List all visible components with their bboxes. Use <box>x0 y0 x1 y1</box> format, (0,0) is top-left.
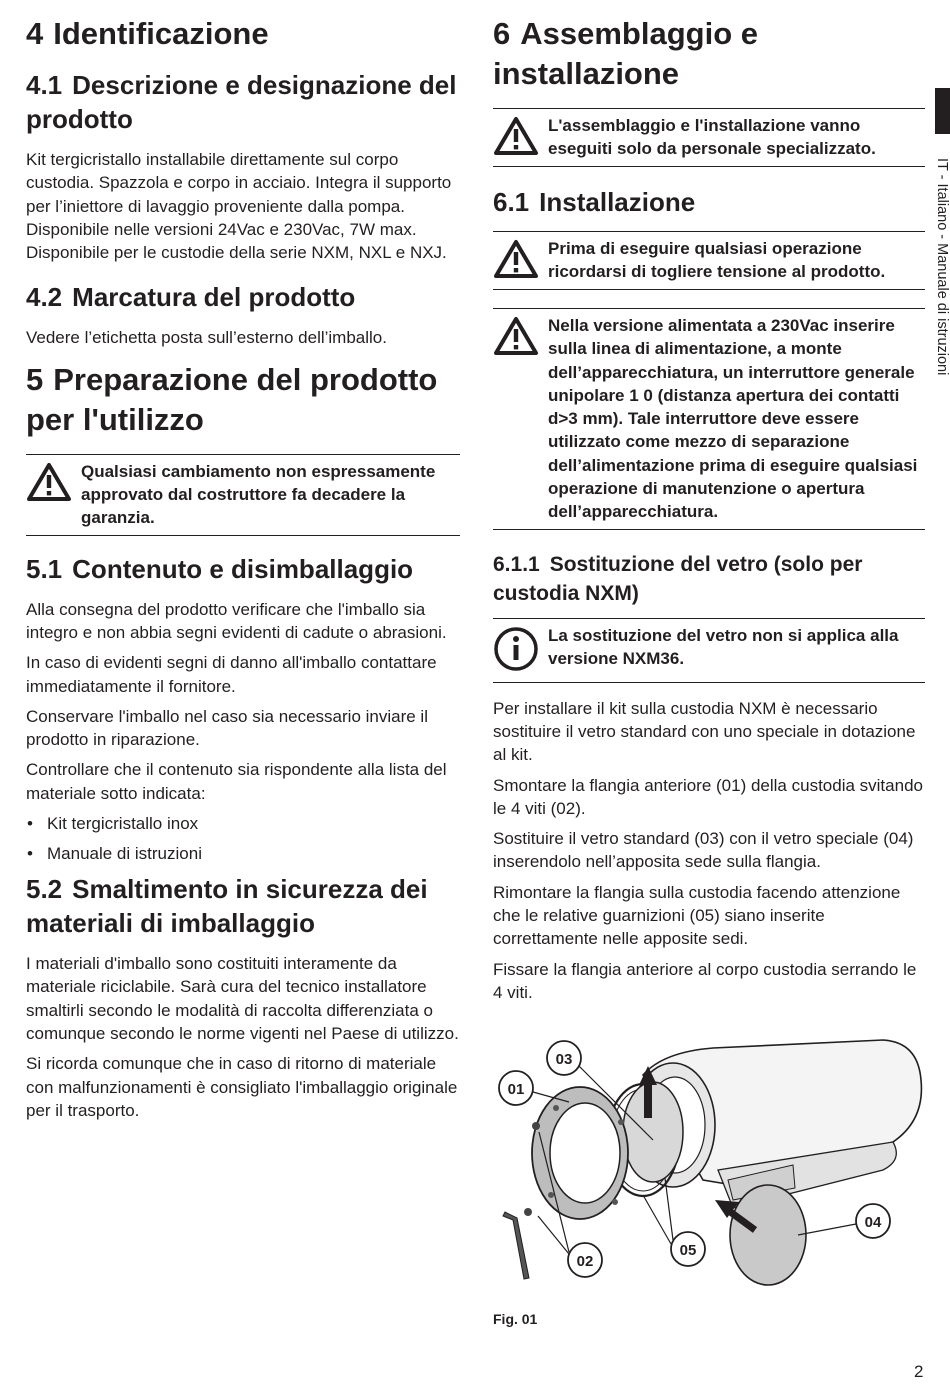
svg-text:03: 03 <box>555 1051 573 1068</box>
section-5-1-p1: Alla consegna del prodotto verificare che l'imballo sia integro e non abbia segni evidenti di cadute o abrasioni. <box>26 599 447 642</box>
section-6-1-1-p5: Fissare la flangia anteriore al corpo custodia serrando le 4 viti. <box>493 959 917 1002</box>
callout-05 <box>643 1178 705 1266</box>
contents-list <box>26 812 460 865</box>
warning-notice: Prima di eseguire qualsiasi operazione ricordarsi di togliere tensione al prodotto. <box>493 231 925 290</box>
section-6-1-1-p4: Rimontare la flangia sulla custodia facendo attenzione che le relative guarnizioni (05) siano inserite correttamente nelle apposite sedi. <box>493 882 901 949</box>
callout-04 <box>798 1204 890 1238</box>
section-5-1-p3: Conservare l'imballo nel caso sia necessario inviare il prodotto in riparazione. <box>26 706 428 750</box>
section-5-1-heading: 5.1 Contenuto e disimballaggio <box>26 553 414 584</box>
warning-icon <box>493 314 541 361</box>
info-notice: La sostituzione del vetro non si applica alla versione NXM36. <box>493 618 925 683</box>
warning-icon <box>493 237 541 284</box>
svg-text:04: 04 <box>864 1214 882 1231</box>
svg-text:02: 02 <box>576 1253 594 1270</box>
warning-icon <box>493 114 541 161</box>
section-5-1-p4: Controllare che il contenuto sia rispondente alla lista del materiale sotto indicata: <box>26 760 447 803</box>
section-6-heading: 6 Assemblaggio e installazione <box>493 16 758 91</box>
section-5-heading: 5 Preparazione del prodotto per l'utilizzo <box>26 361 438 437</box>
left-column <box>26 14 460 1129</box>
section-4-1-body: Kit tergicristallo installabile direttamente sul corpo custodia. Spazzola e corpo in acciaio. Integra il supporto per l’iniettore di lavaggio proveniente dalla pompa. Disponibile nelle versioni 24Vac e 230Vac, 7W max. Disponibile per le custodie della serie NXM, NXL e NXJ. <box>26 150 452 263</box>
section-4-heading: 4 Identificazione <box>26 16 269 51</box>
svg-text:05: 05 <box>679 1242 697 1259</box>
right-column <box>493 14 925 1011</box>
section-6-1-1-heading: 6.1.1 Sostituzione del vetro (solo per custodia NXM) <box>493 552 863 605</box>
section-4-2-heading: 4.2 Marcatura del prodotto <box>26 282 356 313</box>
section-5-1-p2: In caso di evidenti segni di danno all'imballo contattare immediatamente il fornitore. <box>26 653 437 696</box>
language-tab-marker <box>935 88 950 134</box>
figure-glass-replacement <box>493 1030 933 1300</box>
sidebar-label: IT - Italiano - Manuale di istruzioni <box>934 158 950 376</box>
section-5-2-p1: I materiali d'imballo sono costituiti interamente da materiale riciclabile. Sarà cura del tecnico installatore smaltirli secondo le modalità di raccolta differenziata o comunque secondo le norme vigenti nel Paese di utilizzo. <box>26 954 459 1043</box>
list-item: • Manuale di istruzioni <box>26 842 460 865</box>
section-4-1-heading: 4.1 Descrizione e designazione del prodotto <box>26 70 457 134</box>
list-item: • Kit tergicristallo inox <box>26 812 460 835</box>
warning-icon <box>26 460 74 507</box>
section-5-2-p2: Si ricorda comunque che in caso di ritorno di materiale con malfunzionamenti è consigliato l'imballaggio originale per il trasporto. <box>26 1054 458 1120</box>
figure-caption: Fig. 01 <box>493 1311 538 1327</box>
section-4-2-body: Vedere l’etichetta posta sull’esterno dell’imballo. <box>26 328 387 348</box>
warning-notice: L'assemblaggio e l'installazione vanno eseguiti solo da personale specializzato. <box>493 108 925 167</box>
section-6-1-1-p1: Per installare il kit sulla custodia NXM è necessario sostituire il vetro standard con uno speciale in dotazione al kit. <box>493 698 916 765</box>
svg-text:01: 01 <box>507 1081 525 1098</box>
section-6-1-heading: 6.1 Installazione <box>493 187 696 217</box>
warning-notice: Nella versione alimentata a 230Vac inserire sulla linea di alimentazione, a monte dell’apparecchiatura, un interruttore generale unipolare 1 0 (distanza apertura dei contatti d>3 mm). Tale interruttore deve essere utilizzato come mezzo di separazione dell’alimentazione prima di eseguire qualsiasi operazione di manutenzione o apertura dell’apparecchiatura. <box>493 308 925 530</box>
warning-notice: Qualsiasi cambiamento non espressamente approvato dal costruttore fa decadere la garanzia. <box>26 454 460 536</box>
info-icon <box>493 624 541 677</box>
page-number: 2 <box>914 1362 924 1381</box>
section-5-2-heading: 5.2 Smaltimento in sicurezza dei materiali di imballaggio <box>26 874 428 939</box>
section-6-1-1-p2: Smontare la flangia anteriore (01) della custodia svitando le 4 viti (02). <box>493 775 923 818</box>
section-6-1-1-p3: Sostituire il vetro standard (03) con il vetro speciale (04) inserendolo nell’apposita sede sulla flangia. <box>493 829 914 872</box>
